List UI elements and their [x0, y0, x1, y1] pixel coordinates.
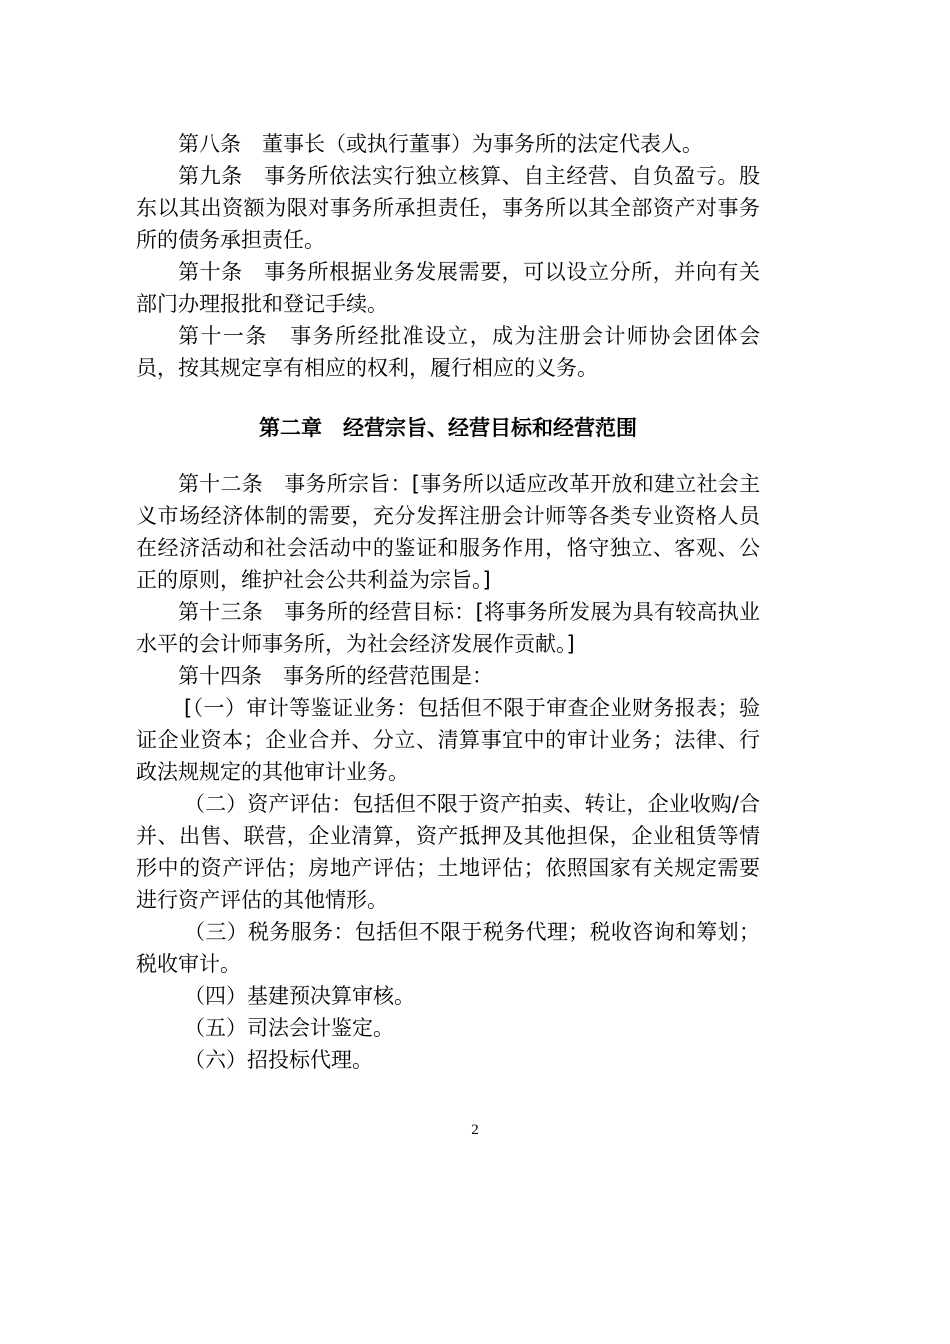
scope-item-bidding-agency: （六）招投标代理。 — [184, 1048, 373, 1072]
chapter-heading: 第二章 经营宗旨、经营目标和经营范围 — [259, 416, 637, 440]
article-14: 第十四条 事务所的经营范围是： — [178, 664, 493, 688]
scope-item-judicial-accounting: （五）司法会计鉴定。 — [184, 1016, 394, 1040]
article-8: 第八条 董事长（或执行董事）为事务所的法定代表人。 — [178, 132, 703, 156]
document-body — [136, 128, 760, 1076]
scope-item-budget-review: （四）基建预决算审核。 — [184, 984, 415, 1008]
scope-item-audit: [（一）审计等鉴证业务：包括但不限于审查企业财务报表；验证企业资本；企业合并、分立、清算事宜中的审计业务；法律、行政法规规定的其他审计业务。 — [136, 696, 760, 784]
article-11: 第十一条 事务所经批准设立，成为注册会计师协会团体会员，按其规定享有相应的权利，履行相应的义务。 — [136, 324, 760, 380]
article-10: 第十条 事务所根据业务发展需要，可以设立分所，并向有关部门办理报批和登记手续。 — [136, 260, 760, 316]
scope-item-tax-services: （三）税务服务：包括但不限于税务代理；税收咨询和筹划；税收审计。 — [136, 920, 760, 976]
article-9: 第九条 事务所依法实行独立核算、自主经营、自负盈亏。股东以其出资额为限对事务所承担责任，事务所以其全部资产对事务所的债务承担责任。 — [136, 164, 760, 252]
article-13: 第十三条 事务所的经营目标：[将事务所发展为具有较高执业水平的会计师事务所，为社会经济发展作贡献。] — [136, 600, 760, 656]
page-number: 2 — [471, 1122, 479, 1138]
scope-item-asset-valuation: （二）资产评估：包括但不限于资产拍卖、转让，企业收购/合并、出售、联营，企业清算，资产抵押及其他担保，企业租赁等情形中的资产评估；房地产评估；土地评估；依照国家有关规定需要进行资产评估的其他情形。 — [136, 792, 760, 912]
article-12: 第十二条 事务所宗旨：[事务所以适应改革开放和建立社会主义市场经济体制的需要，充分发挥注册会计师等各类专业资格人员在经济活动和社会活动中的鉴证和服务作用，恪守独立、客观、公正的原则，维护社会公共利益为宗旨。] — [136, 472, 760, 592]
